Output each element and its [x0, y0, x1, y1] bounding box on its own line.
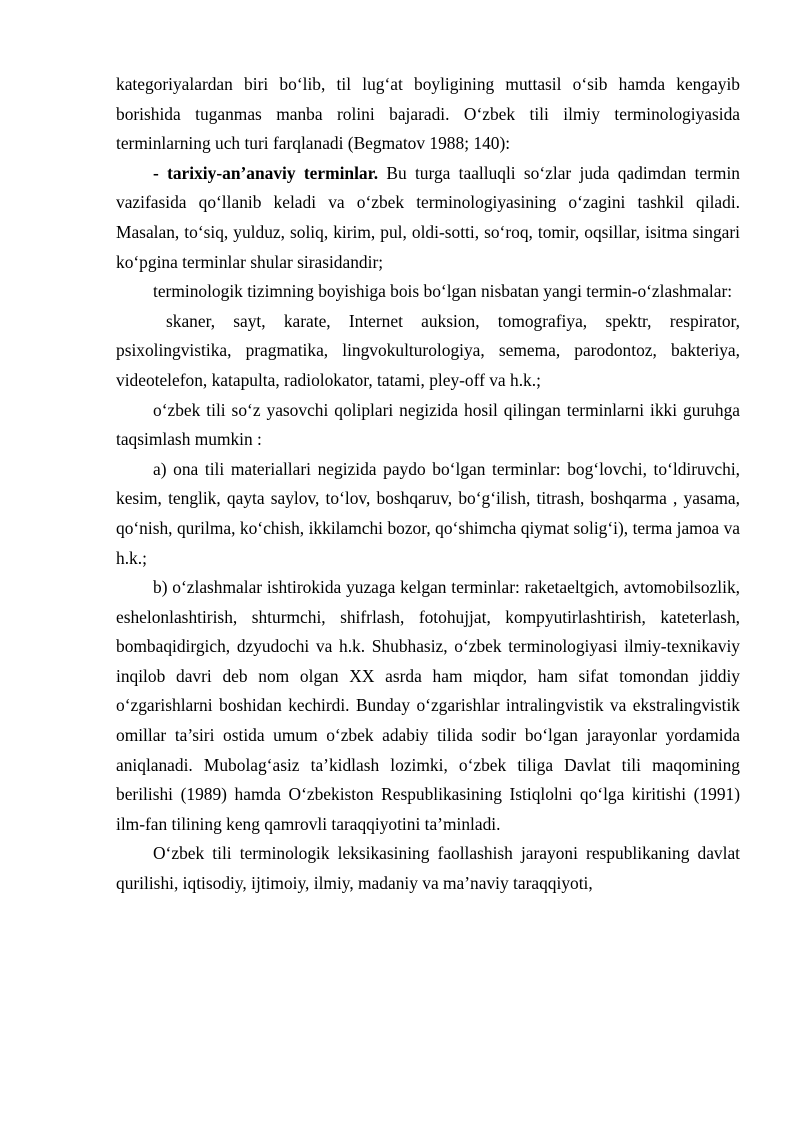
paragraph-word-formation: o‘zbek tili so‘z yasovchi qoliplari negizida hosil qilingan terminlarni ikki guruhga taqsimlash mumkin :	[116, 399, 740, 450]
paragraph-borrowing-examples: skaner, sayt, karate, Internet auksion, tomografiya, spektr, respirator, psixolingvistika, pragmatika, lingvokulturologiya, semema, parodontoz, bakteriya, videotelefon, katapulta, radiolokator, tatami, pley-off va h.k.;	[116, 310, 740, 390]
paragraph-intro: kategoriyalardan biri bo‘lib, til lug‘at boyligining muttasil o‘sib hamda kengayib borishida tuganmas manba rolini bajaradi. O‘zbek tili ilmiy terminologiyasida terminlarning uch turi farqlanadi (Begmatov 1988; 140):	[116, 74, 740, 154]
document-page	[116, 70, 740, 899]
traditional-terms-heading: - tarixiy-an’anaviy terminlar.	[153, 162, 379, 183]
paragraph-new-borrowings: terminologik tizimning boyishiga bois bo‘lgan nisbatan yangi termin-o‘zlashmalar:	[153, 281, 733, 302]
paragraph-borrowed-terms: b) o‘zlashmalar ishtirokida yuzaga kelgan terminlar: raketaeltgich, avtomobilsozlik, eshelonlashtirish, shturmchi, shifrlash, fotohujjat, kompyutirlashtirish, kateterlash, bombaqidirgich, dzyudochi va h.k. Shubhasiz, o‘zbek terminologiyasi ilmiy-texnikaviy inqilob davri deb nom olgan XX asrda ham miqdor, ham sifat tomondan jiddiy o‘zgarishlarni boshidan kechirdi. Bunday o‘zgarishlar intralingvistik va ekstralingvistik omillar ta’siri ostida umum o‘zbek adabiy tilida sodir bo‘lgan jarayonlar yordamida aniqlanadi. Mubolag‘asiz ta’kidlash lozimki, o‘zbek tiliga Davlat tili maqomining berilishi (1989) hamda O‘zbekiston Respublikasining Istiqlolni qo‘lga kiritishi (1991) ilm-fan tilining keng qamrovli taraqqiyotini ta’minladi.	[116, 577, 740, 834]
paragraph-native-terms: a) ona tili materiallari negizida paydo bo‘lgan terminlar: bog‘lovchi, to‘ldiruvchi, kesim, tenglik, qayta saylov, to‘lov, boshqaruv, bo‘g‘ilish, titrash, boshqarma , yasama, qo‘nish, qurilma, ko‘chish, ikkilamchi bozor, qo‘shimcha qiymat solig‘i), terma jamoa va h.k.;	[116, 458, 740, 568]
paragraph-traditional-terms	[116, 159, 740, 277]
traditional-terms-body: Bu turga taalluqli so‘zlar juda qadimdan termin vazifasida qo‘llanib keladi va o‘zbek terminologiyasining o‘zagini tashkil qiladi. Masalan, to‘siq, yulduz, soliq, kirim, pul, oldi-sotti, so‘roq, tomir, oqsillar, isitma singari ko‘pgina terminlar shular sirasidandir;	[116, 162, 740, 272]
paragraph-activation: O‘zbek tili terminologik leksikasining faollashish jarayoni respublikaning davlat qurilishi, iqtisodiy, ijtimoiy, ilmiy, madaniy va ma’naviy taraqqiyoti,	[116, 843, 740, 894]
